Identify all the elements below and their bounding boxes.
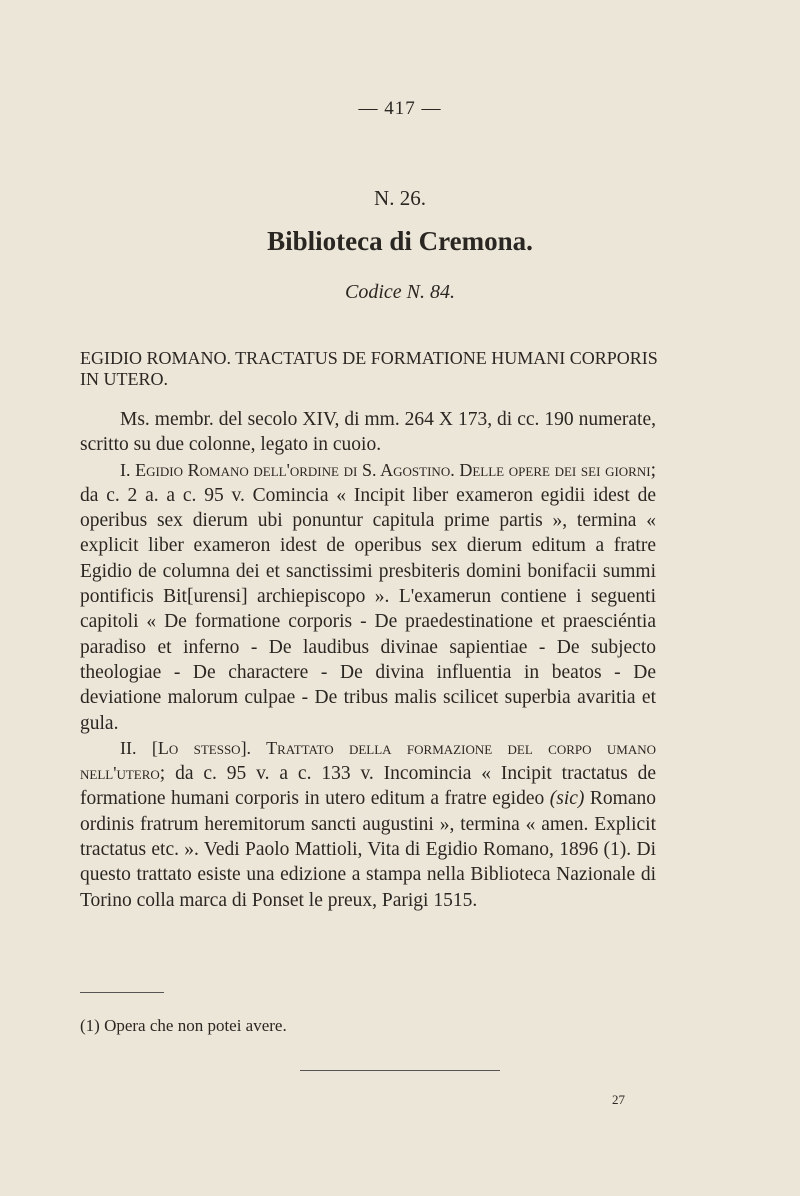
document-number: N. 26. — [374, 186, 426, 210]
item-two-text: ; da c. 95 v. a c. 133 v. Incomincia « Incipit tractatus de formatione humani corporis in utero editum a fratre egideo — [80, 763, 656, 810]
footnote: (1) Opera che non potei avere. — [80, 1016, 287, 1035]
sic-note: (sic) — [549, 788, 585, 810]
entry-body — [80, 407, 656, 913]
entry-heading: EGIDIO ROMANO. TRACTATUS DE FORMATIONE HUMANI CORPORIS IN UTERO. — [80, 348, 658, 389]
paragraph-item-one — [80, 458, 656, 736]
codice-label: Codice N. 84. — [345, 281, 455, 303]
page-number: — 417 — — [358, 98, 442, 119]
bottom-divider — [300, 1070, 500, 1071]
item-one-title: I. Egidio Romano dell'ordine di S. Agostino. Delle opere dei sei giorni — [120, 459, 651, 480]
signature-mark: 27 — [612, 1092, 625, 1107]
footnote-divider — [80, 992, 164, 993]
item-one-text: ; da c. 2 a. a c. 95 v. Comincia « Incipit liber exameron egidii idest de operibus sex dierum ubi ponuntur capitula prime partis », termina « explicit liber exameron idest de operibus sex dierum editum a fratre Egidio de columna dei et sanctissimi presbiteris domini bonifacii summi pontificis Bit[urensi] archiepiscopo ». L'examerun contiene i seguenti capitoli « De formatione corporis - De praedestinatione et praesciéntia paradiso et inferno - De laudibus divinae sapientiae - De subjecto theologiae - De charactere - De divina influentia in beatos - De deviatione malorum culpae - De tribus malis scilicet superbia avaritia et gula. — [80, 459, 656, 734]
item-two-text-end: Romano ordinis fratrum heremitorum sancti augustini », termina « amen. Explicit tractatus etc. ». Vedi Paolo Mattioli, Vita di Egidio Romano, 1896 (1). Di questo trattato esiste una edizione a stampa nella Biblioteca Nazionale di Torino colla marca di Ponset le preux, Parigi 1515. — [80, 788, 656, 911]
page-title: Biblioteca di Cremona. — [267, 226, 533, 256]
paragraph-description: Ms. membr. del secolo XIV, di mm. 264 X 173, di cc. 190 numerate, scritto su due colonne, legato in cuoio. — [80, 409, 656, 456]
item-two-title: II. [Lo stesso]. Trattato della formazione del corpo umano nell'utero — [80, 737, 656, 784]
paragraph-item-two — [80, 736, 656, 913]
